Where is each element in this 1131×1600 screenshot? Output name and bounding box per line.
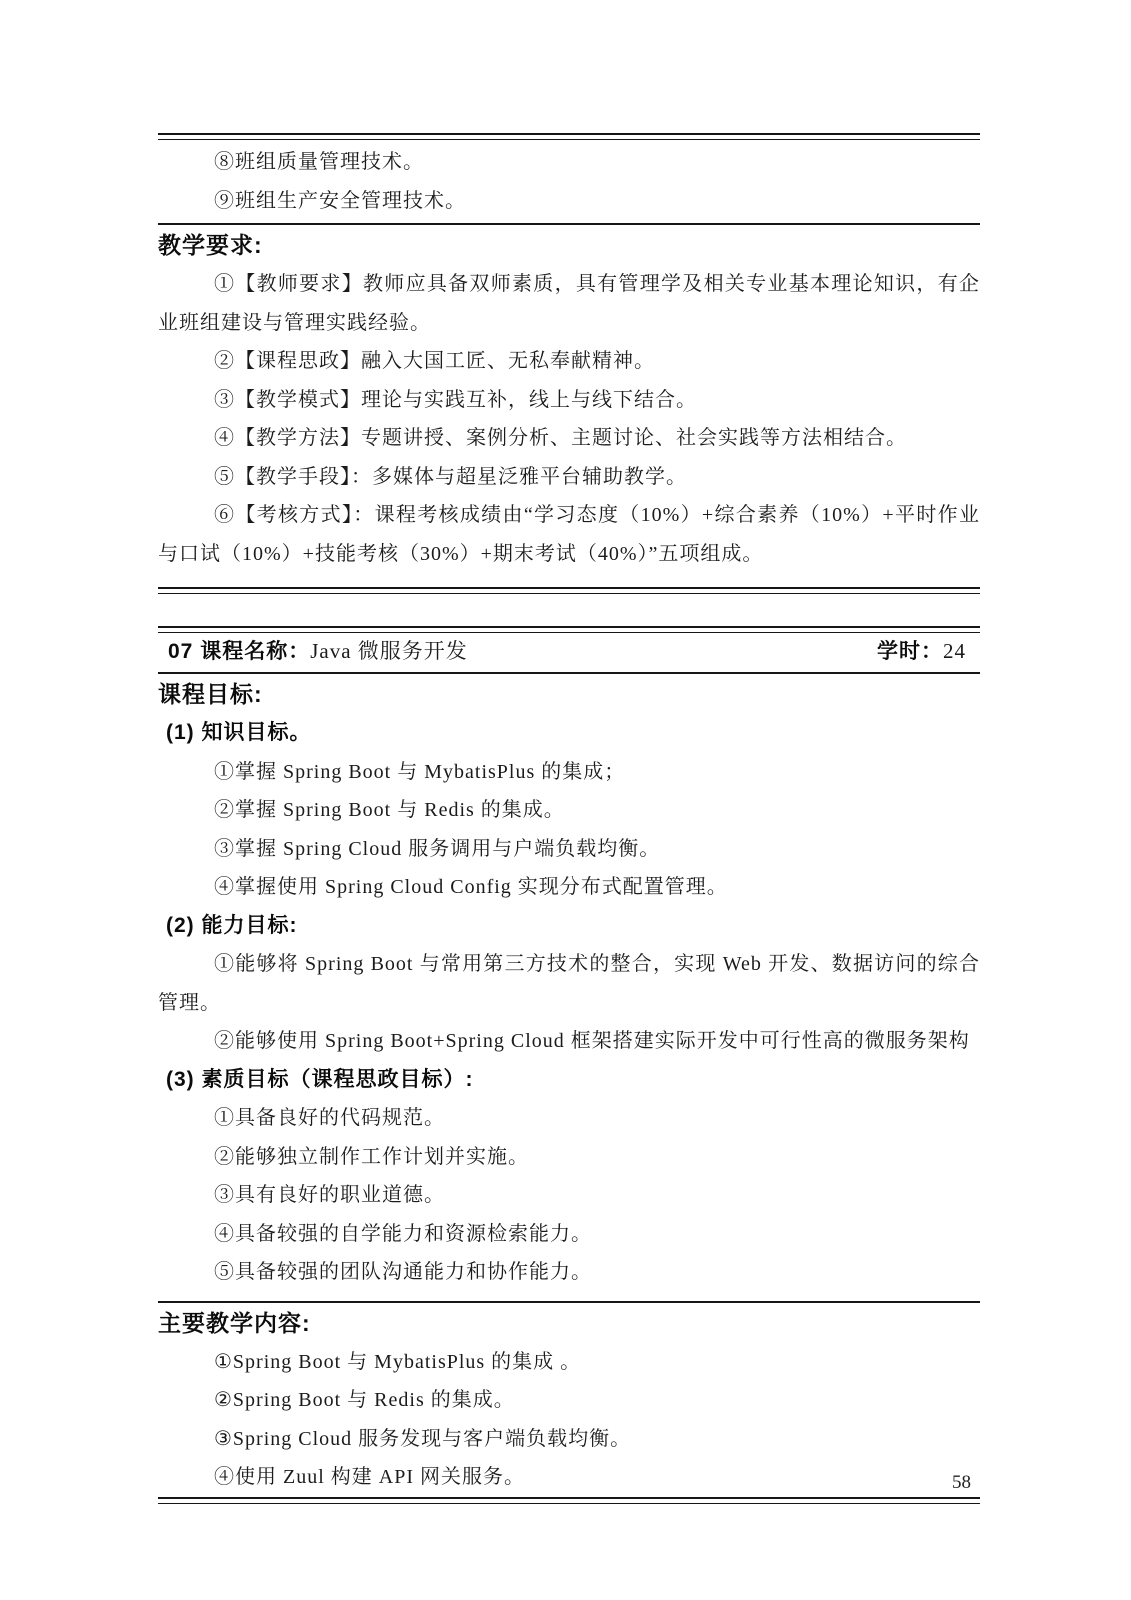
content-item: ④使用 Zuul 构建 API 网关服务。 — [214, 1466, 525, 1488]
content-item: ②Spring Boot 与 Redis 的集成。 — [214, 1389, 515, 1411]
objective-item: ②能够使用 Spring Boot+Spring Cloud 框架搭建实际开发中可行性高的微服务架构 — [214, 1030, 970, 1052]
objective-group-title: (1) 知识目标。 — [166, 721, 312, 744]
requirement-item: ①【教师要求】教师应具备双师素质，具有管理学及相关专业基本理论知识，有企业班组建设与管理实践经验。 — [158, 273, 980, 334]
objective-item: ③具有良好的职业道德。 — [214, 1184, 445, 1206]
course-title-row — [158, 633, 980, 670]
requirement-item: ③【教学模式】理论与实践互补，线上与线下结合。 — [214, 388, 697, 411]
main-content-heading: 主要教学内容: — [158, 1309, 311, 1336]
objective-group-title: (2) 能力目标: — [166, 913, 298, 937]
objective-item: ①掌握 Spring Boot 与 MybatisPlus 的集成； — [214, 760, 626, 783]
objective-item: ③掌握 Spring Cloud 服务调用与户端负载均衡。 — [214, 837, 661, 860]
divider-double-bottom — [158, 1497, 980, 1504]
requirement-item: ④【教学方法】专题讲授、案例分析、主题讨论、社会实践等方法相结合。 — [214, 427, 907, 449]
course-name-group — [168, 633, 468, 670]
course-number-label: 07 课程名称： — [168, 640, 311, 663]
objective-item: ④具备较强的自学能力和资源检索能力。 — [214, 1222, 592, 1245]
divider-double-section-end — [158, 587, 980, 594]
list-item: ⑧班组质量管理技术。 — [214, 151, 424, 173]
requirement-item: ②【课程思政】融入大国工匠、无私奉献精神。 — [214, 350, 655, 372]
page-number: 58 — [952, 1472, 971, 1493]
objective-item: ①具备良好的代码规范。 — [214, 1107, 445, 1129]
objective-group-title: (3) 素质目标（课程思政目标）: — [166, 1067, 474, 1091]
requirement-item: ⑤【教学手段】：多媒体与超星泛雅平台辅助教学。 — [214, 465, 687, 488]
content-item: ①Spring Boot 与 MybatisPlus 的集成 。 — [214, 1350, 582, 1373]
objective-item: ②掌握 Spring Boot 与 Redis 的集成。 — [214, 799, 565, 821]
objective-item: ⑤具备较强的团队沟通能力和协作能力。 — [214, 1261, 592, 1283]
course-hours-label: 学时： — [877, 640, 943, 663]
teaching-requirements-heading: 教学要求: — [158, 232, 263, 258]
objective-item: ①能够将 Spring Boot 与常用第三方技术的整合，实现 Web 开发、数据访问的综合管理。 — [158, 953, 980, 1014]
objective-item: ②能够独立制作工作计划并实施。 — [214, 1145, 529, 1168]
divider-double-course-start — [158, 626, 980, 633]
list-item: ⑨班组生产安全管理技术。 — [214, 189, 466, 212]
course-hours-value: 24 — [943, 639, 966, 663]
divider-double-top — [158, 133, 980, 140]
course-hours-group — [877, 633, 966, 670]
course-objectives-heading: 课程目标: — [158, 681, 263, 707]
objective-item: ④掌握使用 Spring Cloud Config 实现分布式配置管理。 — [214, 876, 728, 898]
section-gap — [158, 594, 980, 626]
document-content — [158, 0, 980, 1504]
requirement-item: ⑥【考核方式】：课程考核成绩由“学习态度（10%）+综合素养（10%）+平时作业与口试（10%）+技能考核（30%）+期末考试（40%）”五项组成。 — [158, 504, 980, 565]
course-name: Java 微服务开发 — [310, 639, 468, 663]
content-item: ③Spring Cloud 服务发现与客户端负载均衡。 — [214, 1427, 632, 1450]
